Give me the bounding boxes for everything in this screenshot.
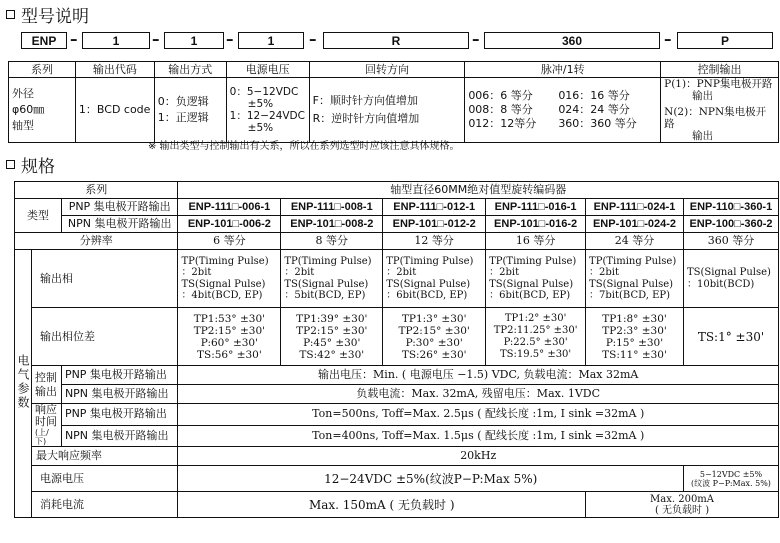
code-box-pulses: 360 — [484, 32, 660, 49]
pnp-type-label: PNP 集电极开路输出 — [61, 199, 178, 216]
spec-table — [14, 181, 779, 518]
npn-model: ENP-101□-012-2 — [383, 216, 486, 233]
resolution-value: 24 等分 — [586, 233, 684, 250]
pnp-model: ENP-111□-016-1 — [486, 199, 586, 216]
model-table — [8, 61, 779, 143]
npn-model: ENP-101□-006-2 — [178, 216, 281, 233]
pnp-model: ENP-110□-360-1 — [683, 199, 778, 216]
output-mode-line: 1：正逻辑 — [157, 111, 209, 124]
phase-diff-value: TP1:8° ±30' TP2:3° ±30' P:15° ±30' TS:11° ±30' — [586, 308, 684, 366]
header-rotation: 回转方向 — [309, 62, 465, 78]
pnp-model: ENP-111□-006-1 — [178, 199, 281, 216]
resolution-value: 360 等分 — [683, 233, 778, 250]
spec-row-max-freq — [15, 447, 779, 466]
series-label: 系列 — [15, 182, 178, 199]
response-npn-value: Ton=400ns, Toff=Max. 1.5μs ( 配线长度 :1m, I sink =32mA ) — [178, 425, 779, 447]
spec-row-supply — [15, 466, 779, 492]
supply-label: 电源电压 — [32, 466, 178, 492]
spec-row-phase-diff — [15, 308, 779, 366]
code-box-rotation: R — [323, 32, 469, 49]
npn-model: ENP-100□-360-2 — [683, 216, 778, 233]
code-dash: – — [664, 30, 672, 48]
response-npn-label: NPN 集电极开路输出 — [61, 425, 178, 447]
model-value-row — [9, 78, 779, 143]
output-mode-line: 0：负逻辑 — [157, 95, 209, 108]
spec-row-control-npn — [15, 385, 779, 404]
code-dash: – — [472, 30, 480, 48]
supply-360-value: 5−12VDC ±5% (纹波 P−P:Max. 5%) — [683, 466, 778, 492]
npn-type-label: NPN 集电极开路输出 — [61, 216, 178, 233]
pulses-line: 012：12等分 360：360 等分 — [468, 117, 637, 130]
response-pnp-label: PNP 集电极开路输出 — [61, 404, 178, 426]
voltage-line: 1：12−24VDC — [229, 110, 305, 122]
model-section-title-text: 型号说明 — [21, 7, 89, 27]
phase-diff-value: TS:1° ±30' — [683, 308, 778, 366]
series-line: 轴型 — [12, 119, 34, 132]
output-phase-value: TP(Timing Pulse) ：2bit TS(Signal Pulse) ：6bit(BCD, EP) — [383, 250, 486, 308]
spec-row-current — [15, 492, 779, 518]
code-box-voltage: 1 — [238, 32, 304, 49]
model-header-row — [9, 62, 779, 78]
pnp-model: ENP-111□-008-1 — [281, 199, 383, 216]
series-value: 轴型直径60MM绝对值型旋转编码器 — [178, 182, 779, 199]
phase-diff-value: TP1:39° ±30' TP2:15° ±30' P:45° ±30' TS:42° ±30' — [281, 308, 383, 366]
control-line: 输出 — [692, 90, 714, 102]
output-phase-value: TP(Timing Pulse) ：2bit TS(Signal Pulse) ：7bit(BCD, EP) — [586, 250, 684, 308]
output-phase-value: TP(Timing Pulse) ：2bit TS(Signal Pulse) ：4bit(BCD, EP) — [178, 250, 281, 308]
code-box-output-mode: 1 — [164, 32, 224, 49]
npn-model: ENP-101□-016-2 — [486, 216, 586, 233]
model-note: ※ 输出类型与控制输出有关系，所以在系列选型时应该注意具体规格。 — [148, 141, 460, 152]
spec-row-pnp-type — [15, 199, 779, 216]
code-dash: – — [226, 30, 234, 48]
control-pnp-label: PNP 集电极开路输出 — [61, 366, 178, 385]
control-output-label: 控制 输出 — [32, 366, 62, 404]
header-output-code: 输出代码 — [75, 62, 154, 78]
current-value: Max. 150mA ( 无负载时 ) — [178, 492, 586, 518]
rotation-line: R：逆时针方向值增加 — [312, 112, 420, 125]
rotation-line: F：顺时针方向值增加 — [312, 94, 418, 107]
pnp-model: ENP-111□-012-1 — [383, 199, 486, 216]
control-cell — [661, 78, 779, 143]
model-section-title — [6, 2, 89, 27]
series-line: 外径 — [12, 87, 34, 100]
header-series: 系列 — [9, 62, 76, 78]
supply-value: 12−24VDC ±5%(纹波P−P:Max 5%) — [178, 466, 684, 492]
code-box-series: ENP — [21, 32, 67, 49]
section-square-icon — [6, 10, 15, 19]
pulses-cell — [465, 78, 661, 143]
header-control: 控制输出 — [661, 62, 779, 78]
section-square-icon — [6, 160, 15, 169]
type-label: 类型 — [15, 199, 62, 233]
voltage-line: ±5% — [247, 122, 274, 134]
output-phase-label: 输出相 — [32, 250, 178, 308]
npn-model: ENP-101□-008-2 — [281, 216, 383, 233]
max-freq-value: 20kHz — [178, 447, 779, 466]
control-pnp-value: 输出电压：Min. ( 电源电压 −1.5) VDC, 负载电流：Max 32mA — [178, 366, 779, 385]
pulses-line: 006：6 等分 016：16 等分 — [468, 89, 630, 102]
output-mode-cell — [154, 78, 226, 143]
spec-row-output-phase — [15, 250, 779, 308]
output-code-cell: 1：BCD code — [75, 78, 154, 143]
code-dash: – — [309, 30, 317, 48]
current-label: 消耗电流 — [32, 492, 178, 518]
spec-row-resolution — [15, 233, 779, 250]
voltage-line: 0：5−12VDC — [229, 86, 299, 98]
control-npn-value: 负载电流：Max. 32mA, 残留电压：Max. 1VDC — [178, 385, 779, 404]
code-dash: – — [152, 30, 160, 48]
spec-row-response-pnp — [15, 404, 779, 426]
spec-row-series — [15, 182, 779, 199]
series-line: φ60㎜ — [12, 103, 45, 116]
output-phase-value: TP(Timing Pulse) ：2bit TS(Signal Pulse) ：5bit(BCD, EP) — [281, 250, 383, 308]
voltage-cell — [226, 78, 309, 143]
current-360-value: Max. 200mA ( 无负载时 ) — [586, 492, 779, 518]
phase-diff-value: TP1:53° ±30' TP2:15° ±30' P:60° ±30' TS:56° ±30' — [178, 308, 281, 366]
resolution-value: 6 等分 — [178, 233, 281, 250]
spec-row-control-pnp — [15, 366, 779, 385]
response-label: 响应 时间 (上/下) — [32, 404, 62, 447]
resolution-value: 8 等分 — [281, 233, 383, 250]
resolution-value: 12 等分 — [383, 233, 486, 250]
pulses-line: 008：8 等分 024：24 等分 — [468, 103, 630, 116]
code-box-output-code: 1 — [82, 32, 150, 49]
resolution-value: 16 等分 — [486, 233, 586, 250]
code-box-control: P — [677, 32, 773, 49]
pnp-model: ENP-111□-024-1 — [586, 199, 684, 216]
electrical-label — [15, 250, 32, 518]
response-pnp-value: Ton=500ns, Toff=Max. 2.5μs ( 配线长度 :1m, I sink =32mA ) — [178, 404, 779, 426]
rotation-cell — [309, 78, 465, 143]
voltage-line: ±5% — [247, 98, 274, 110]
spec-section-title-text: 规格 — [21, 157, 55, 177]
output-phase-value: TS(Signal Pulse) ：10bit(BCD) — [683, 250, 778, 308]
control-line: 输出 — [692, 130, 714, 142]
output-phase-value: TP(Timing Pulse) ：2bit TS(Signal Pulse) ：6bit(BCD, EP) — [486, 250, 586, 308]
phase-diff-label: 输出相位差 — [32, 308, 178, 366]
header-output-mode: 输出方式 — [154, 62, 226, 78]
max-freq-label: 最大响应频率 — [32, 447, 178, 466]
control-line: N(2)：NPN集电极开路 — [664, 106, 767, 130]
spec-section-title — [6, 152, 55, 177]
npn-model: ENP-101□-024-2 — [586, 216, 684, 233]
control-npn-label: NPN 集电极开路输出 — [61, 385, 178, 404]
code-dash: – — [70, 30, 78, 48]
control-line: P(1)：PNP集电极开路 — [664, 78, 773, 90]
electrical-label-text: 电气参数 — [16, 353, 30, 410]
series-cell — [9, 78, 76, 143]
spec-row-response-npn — [15, 425, 779, 447]
resolution-label: 分辨率 — [15, 233, 178, 250]
phase-diff-value: TP1:3° ±30' TP2:15° ±30' P:30° ±30' TS:26° ±30' — [383, 308, 486, 366]
phase-diff-value: TP1:2° ±30' TP2:11.25° ±30' P:22.5° ±30' TS:19.5° ±30' — [486, 308, 586, 366]
header-voltage: 电源电压 — [226, 62, 309, 78]
spec-row-npn-type — [15, 216, 779, 233]
header-pulses: 脉冲/1转 — [465, 62, 661, 78]
